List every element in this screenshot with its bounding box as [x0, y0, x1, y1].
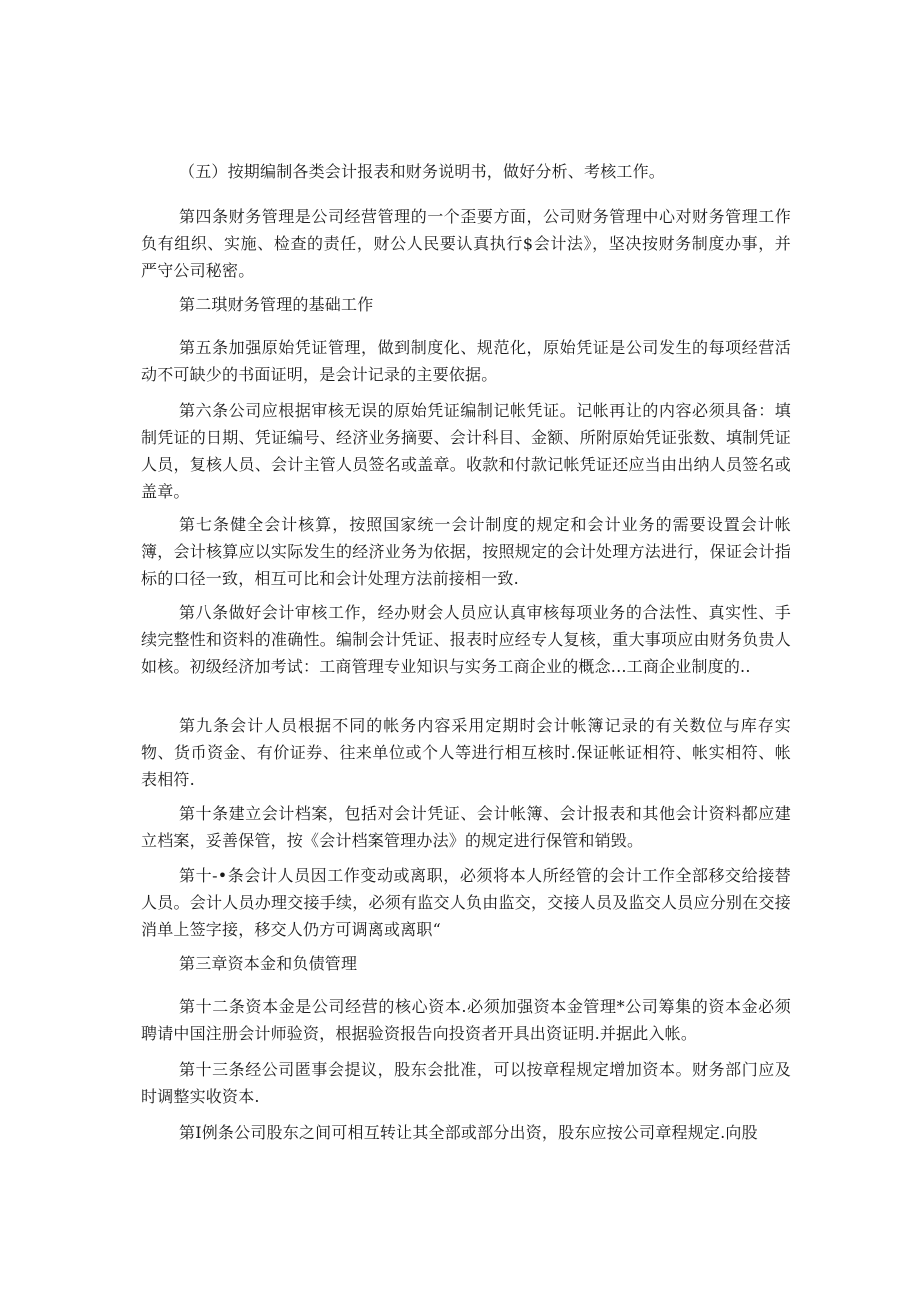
paragraph-article-7: 第七条健全会计核算，按照国家统一会计制度的规定和会计业务的需要设置会计帐簿，会计核算应以实际发生的经济业务为依据，按照规定的会计处理方法进行，保证会计指标的口径一致，相互可比和会计处理方法前接相一致.: [141, 515, 791, 588]
paragraph-article-5: 第五条加强原始凭证管理，做到制度化、规范化，原始凭证是公司发生的每项经营活动不可缺少的书面证明，是会计记录的主要依据。: [141, 338, 791, 384]
chapter-heading-3: 第三章资本金和负债管理: [179, 954, 358, 973]
paragraph-article-14: 第I例条公司股东之间可相互转让其全部或部分出资，股东应按公司章程规定.向股: [179, 1123, 758, 1142]
chapter-heading-2: 第二琪财务管理的基础工作: [179, 295, 374, 314]
paragraph-article-13: 第十三条经公司匿事会提议，股东会批准，可以按章程规定增加资本。财务部门应及时调整实收资本.: [141, 1060, 791, 1106]
paragraph-section-5: （五）按期编制各类会计报表和财务说明书，做好分析、考核工作。: [179, 162, 666, 181]
paragraph-article-9: 第九条会计人员根据不同的帐务内容采用定期时会计帐簿记录的有关数位与库存实物、货币资金、有价证券、往来单位或个人等进行相互核时.保证帐证相符、帐实相符、帐表相符.: [141, 716, 791, 789]
paragraph-article-11: 第十-•条会计人员因工作变动或离职，必须将本人所经管的会计工作全部移交给接替人员。会计人员办理交接手续，必须有监交人负由监交，交接人员及监交人员应分别在交接消单上签字接，移交人仍方可调离或离职“: [141, 866, 791, 939]
paragraph-article-12: 第十二条资本金是公司经营的核心资本.必须加强资本金管理*公司筹集的资本金必须聘请中国注册会计师验资，根据验资报告向投资者开具出资证明.并据此入帐。: [141, 997, 791, 1043]
paragraph-article-10: 第十条建立会计档案，包括对会计凭证、会计帐簿、会计报表和其他会计资料都应建立档案，妥善保管，按《会计档案管理办法》的规定进行保管和销毁。: [141, 804, 791, 850]
paragraph-article-4: 第四条财务管理是公司经营管理的一个歪要方面，公司财务管理中心对财务管理工作负有组织、实施、检查的责任，财公人民要认真执行$会计法》，坚决按财务制度办事，并严守公司秘密。: [141, 207, 791, 280]
paragraph-article-8: 第八条做好会计审核工作，经办财会人员应认真审核每项业务的合法性、真实性、手续完整性和资料的准确性。编制会计凭证、报表时应经专人复核，重大事项应由财务负贵人如核。初级经济加考试：工商管理专业知识与实务工商企业的概念...工商企业制度的..: [141, 603, 791, 676]
paragraph-article-6: 第六条公司应根据审核无误的原始凭证编制记帐凭证。记帐再让的内容必须具备：填制凭证的日期、凭证编号、经济业务摘要、会计科目、金额、所附原始凭证张数、填制凭证人员，复核人员、会计主管人员签名或盖章。收款和付款记帐凭证还应当由出纳人员签名或盖章。: [141, 401, 791, 501]
